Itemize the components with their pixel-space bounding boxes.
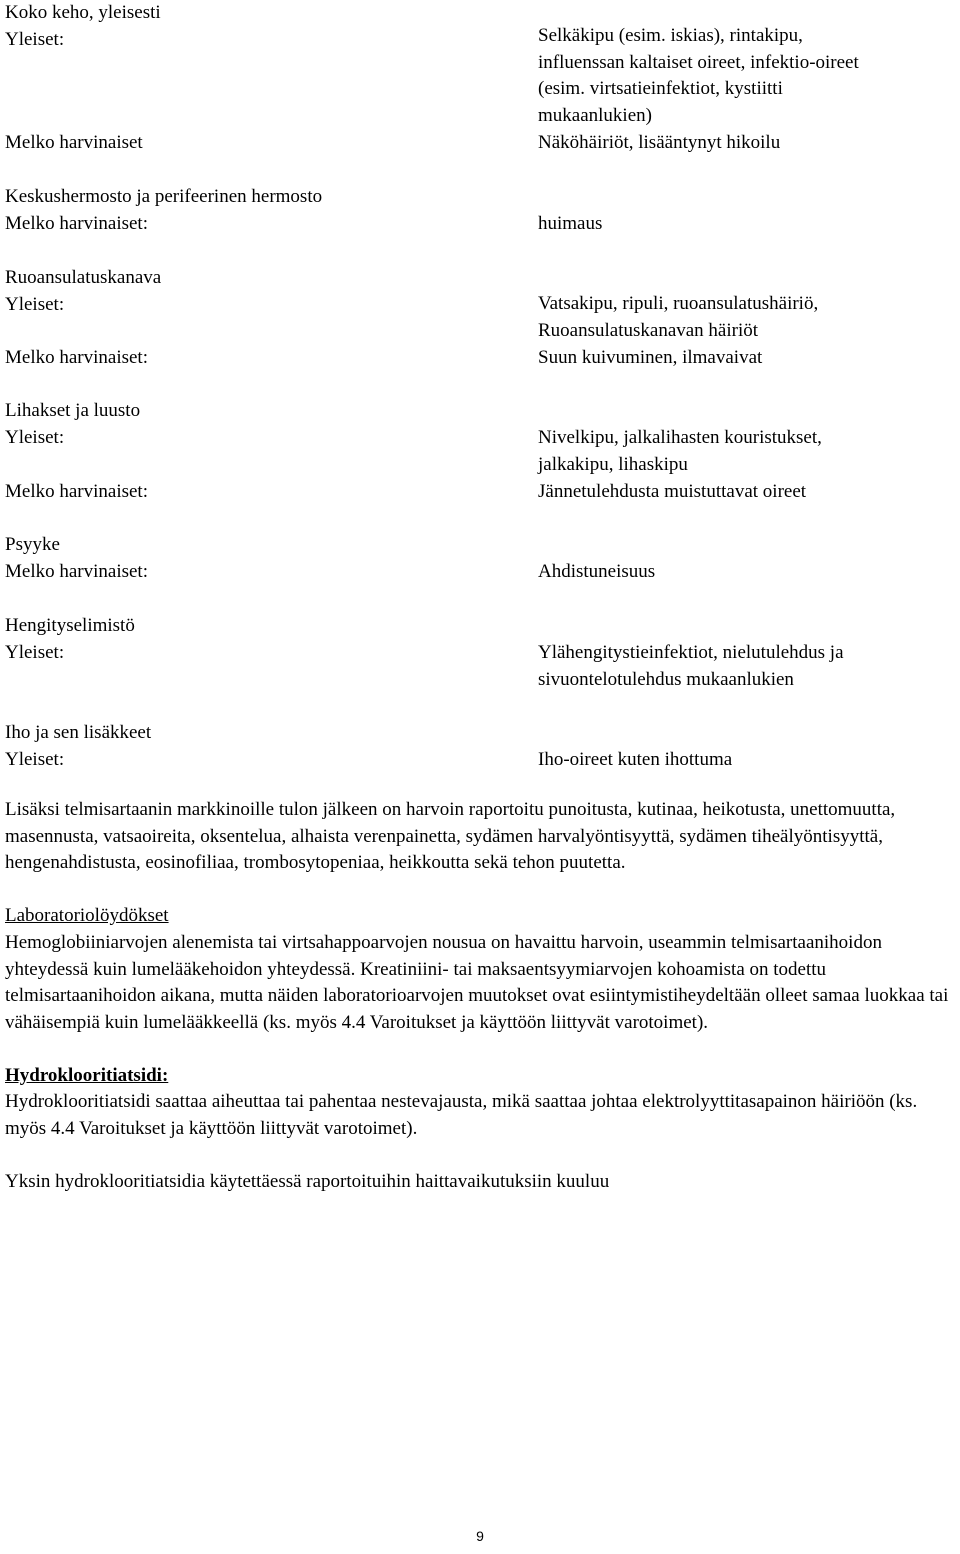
- cell-line: Melko harvinaiset:: [5, 347, 148, 368]
- cell-line: Iho-oireet kuten ihottuma: [538, 749, 733, 770]
- cell-line: (esim. virtsatieinfektiot, kystiitti: [538, 78, 783, 100]
- cell-line: Melko harvinaiset:: [5, 212, 148, 234]
- cell-line: Yleiset:: [5, 426, 65, 448]
- cell-line: Ruoansulatuskanavan häiriöt: [538, 319, 759, 341]
- hydrochlorothiazide-paragraph: Hydroklooritiatsidi saattaa aiheuttaa tai pahentaa nestevajausta, mikä saattaa johtaa elektrolyyttitasapainon häiriöön (ks. myös 4.4 Varoitukset ja käyttöön liittyvät varotoimet).: [5, 1091, 918, 1140]
- page-number: 9: [476, 1528, 484, 1544]
- cell-line: Lihakset ja luusto: [5, 400, 141, 421]
- cell-line: Melko harvinaiset:: [5, 481, 148, 502]
- cell-line: Yleiset:: [5, 28, 65, 50]
- left-cell-musculoskeletal: [5, 398, 140, 451]
- cell-line: Keskushermosto ja perifeerinen hermosto: [5, 186, 323, 207]
- left-cell-gi: [5, 265, 161, 318]
- cell-line: jalkakipu, lihaskipu: [538, 453, 688, 475]
- left-cell-musculoskeletal-uncommon: [5, 479, 148, 506]
- right-cell-respiratory: [538, 640, 844, 693]
- right-cell-gi: [538, 291, 818, 344]
- right-cell-general: [538, 23, 859, 130]
- left-cell-general-uncommon: [5, 130, 143, 157]
- hydrochlorothiazide-heading: Hydroklooritiatsidi:: [5, 1064, 169, 1086]
- cell-line: influenssan kaltaiset oireet, infektio-oireet: [538, 51, 859, 73]
- right-cell-skin: [538, 747, 732, 774]
- cell-line: Psyyke: [5, 534, 60, 555]
- cell-line: Jännetulehdusta muistuttavat oireet: [538, 481, 807, 502]
- cell-line: Ahdistuneisuus: [538, 561, 656, 582]
- cell-line: Melko harvinaiset: [5, 132, 143, 153]
- cell-line: mukaanlukien): [538, 105, 652, 127]
- cell-line: Vatsakipu, ripuli, ruoansulatushäiriö,: [538, 293, 819, 314]
- right-cell-psychiatric: [538, 559, 655, 586]
- left-cell-psychiatric: [5, 532, 148, 585]
- cell-line: Näköhäiriöt, lisääntynyt hikoilu: [538, 132, 781, 153]
- right-cell-musculoskeletal-uncommon: [538, 479, 806, 506]
- hydrochlorothiazide-alone-line: Yksin hydroklooritiatsidia käytettäessä raportoituihin haittavaikutuksiin kuuluu: [5, 1170, 610, 1192]
- cell-line: Suun kuivuminen, ilmavaivat: [538, 347, 763, 368]
- cell-line: Nivelkipu, jalkalihasten kouristukset,: [538, 427, 822, 448]
- cell-line: sivuontelotulehdus mukaanlukien: [538, 668, 794, 690]
- left-cell-nervous: [5, 184, 322, 237]
- cell-line: Hengityselimistö: [5, 615, 135, 636]
- cell-line: Selkäkipu (esim. iskias), rintakipu,: [538, 25, 803, 46]
- right-cell-gi-uncommon: [538, 345, 762, 372]
- cell-line: Yleiset:: [5, 641, 65, 663]
- cell-line: Melko harvinaiset:: [5, 560, 148, 582]
- cell-line: Iho ja sen lisäkkeet: [5, 722, 152, 743]
- cell-line: Ylähengitystieinfektiot, nielutulehdus ja: [538, 642, 844, 663]
- lab-findings-paragraph: Hemoglobiiniarvojen alenemista tai virtsahappoarvojen nousua on havaittu harvoin, useammin telmisartaanihoidon yhteydessä kuin lumelääkehoidon yhteydessä. Kreatiniini- tai maksaentsyymiarvojen kohoamista on todettu telmisartaanihoidon aikana, mutta näiden laboratorioarvojen muutokset ovat esiintymistiheydeltään olleet samaa luokkaa tai vähäisempiä kuin lumelääkkeellä (ks. myös 4.4 Varoitukset ja käyttöön liittyvät varotoimet).: [5, 931, 949, 1033]
- right-cell-general-uncommon: [538, 130, 780, 157]
- left-cell-skin: [5, 720, 151, 773]
- left-cell-general: [5, 0, 161, 53]
- cell-line: Yleiset:: [5, 293, 65, 315]
- left-cell-gi-uncommon: [5, 345, 148, 372]
- body-text: [5, 797, 960, 1195]
- cell-line: Yleiset:: [5, 748, 65, 770]
- right-cell-musculoskeletal: [538, 425, 822, 478]
- left-cell-respiratory: [5, 613, 135, 666]
- cell-line: huimaus: [538, 213, 603, 234]
- postmarketing-paragraph: Lisäksi telmisartaanin markkinoille tulon jälkeen on harvoin raportoitu punoitusta, kutinaa, heikotusta, unettomuutta, masennusta, vatsaoireita, oksentelua, alhaista verenpainetta, sydämen harvalyöntisyyttä, sydämen tiheälyöntisyyttä, hengenahdistusta, eosinofiliaa, trombosytopeniaa, heikkoutta sekä tehon puutetta.: [5, 799, 896, 874]
- lab-findings-heading: Laboratoriolöydökset: [5, 905, 169, 927]
- right-cell-nervous: [538, 211, 602, 238]
- cell-line: Koko keho, yleisesti: [5, 2, 161, 23]
- cell-line: Ruoansulatuskanava: [5, 267, 162, 288]
